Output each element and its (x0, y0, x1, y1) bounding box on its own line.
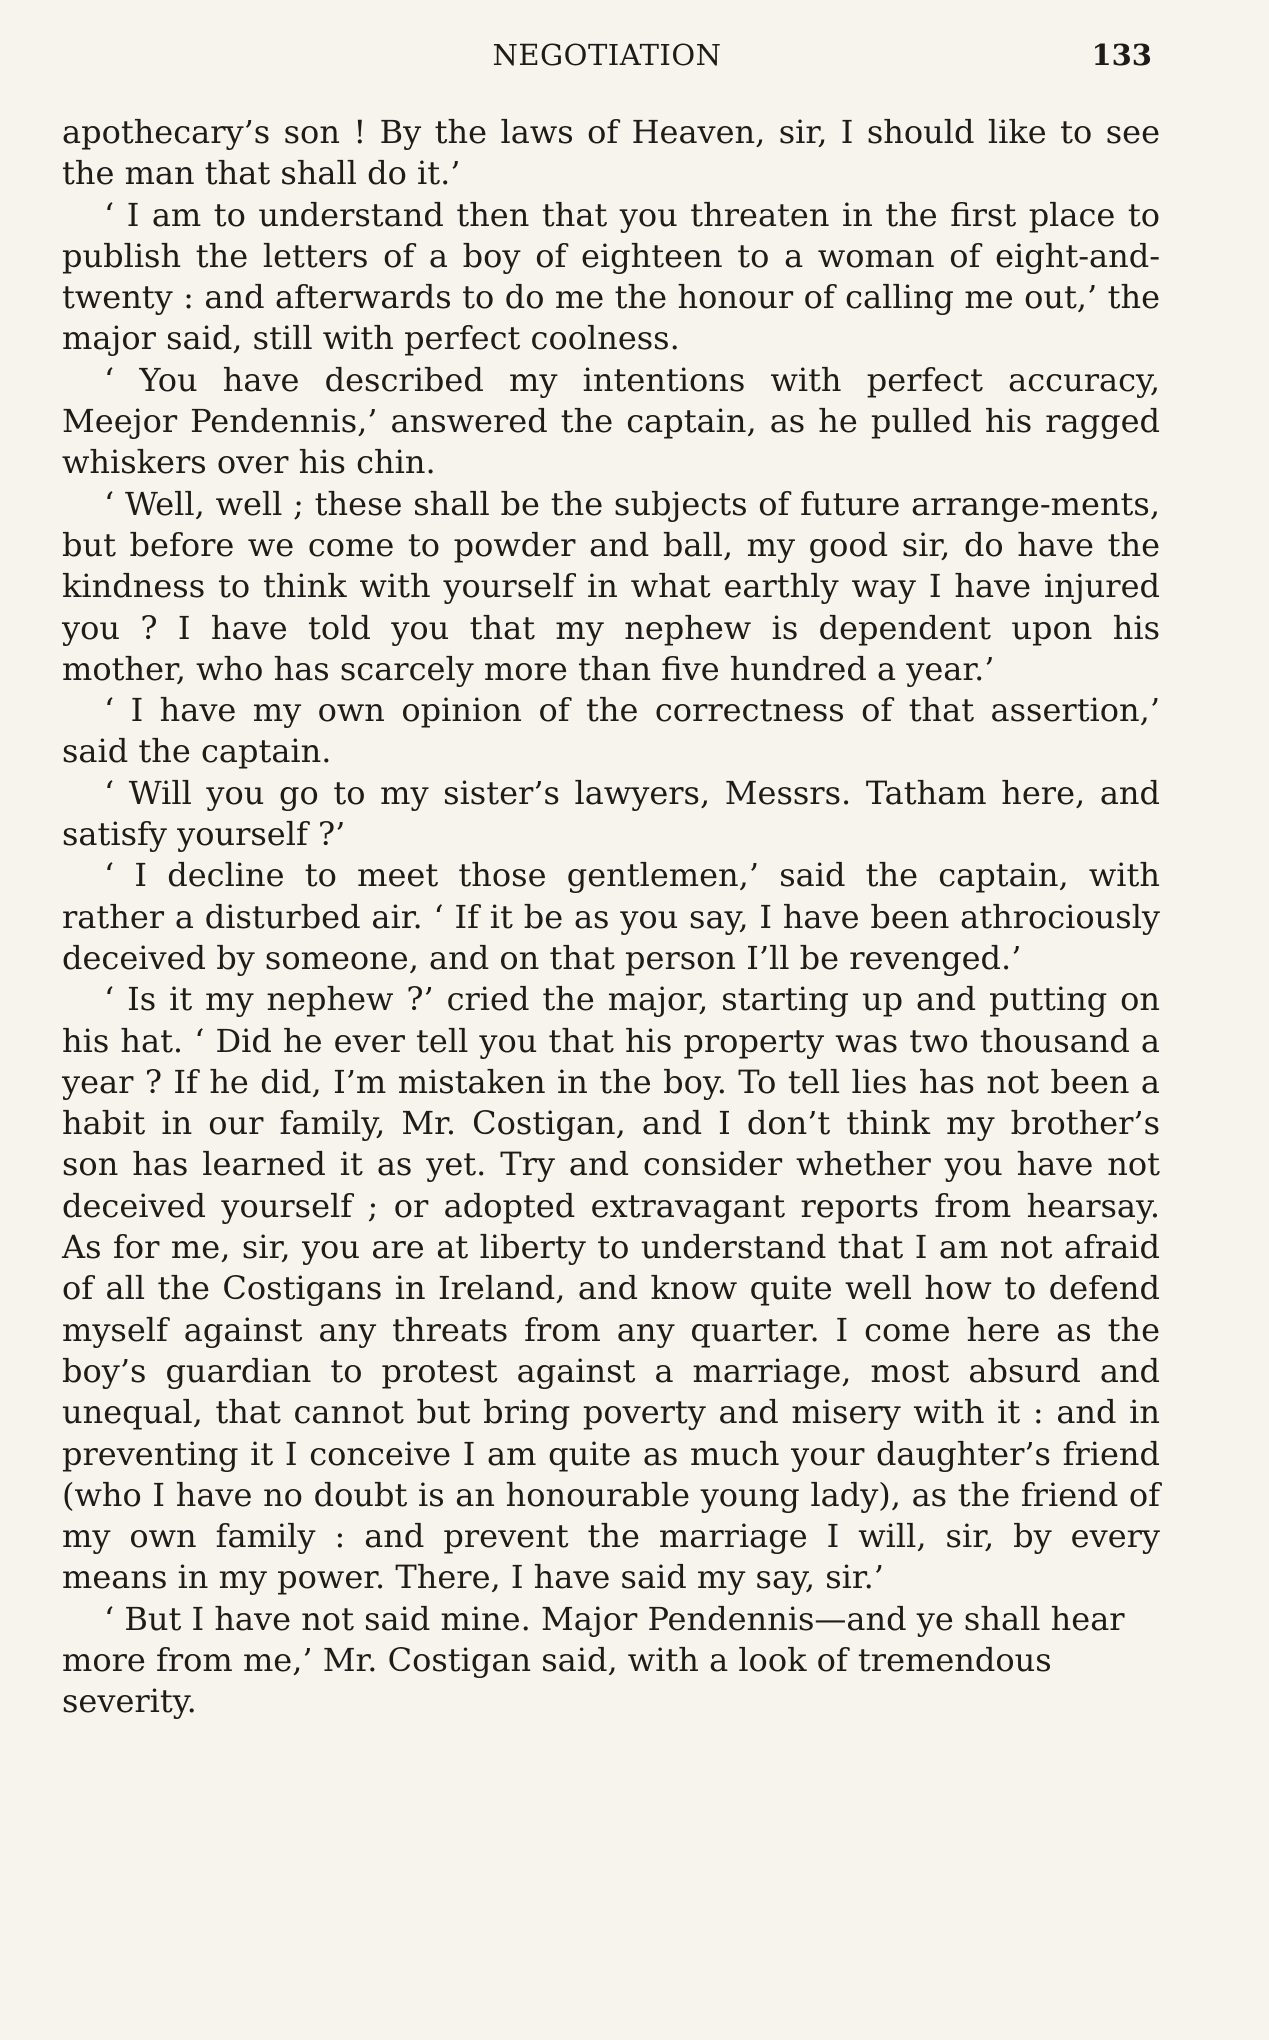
paragraph: apothecary’s son ! By the laws of Heaven, sir, I should like to see the man that shall do it.’ (62, 113, 1160, 193)
paragraph: ‘ Well, well ; these shall be the subjects of future arrange-ments, but before we come to powder and ball, my good sir, do have the kindness to think with yourself in what earthly way I have injured you ? I have told you that my nephew is dependent upon his mother, who has scarcely more than five hundred a year.’ (62, 484, 1160, 688)
body-text (62, 112, 1160, 1723)
paragraph: ‘ But I have not said mine. Major Pendennis—and ye shall hear more from me,’ Mr. Costigan said, with a look of tremendous severity. (62, 1599, 1125, 1721)
running-head (62, 38, 1152, 84)
page-number: 133 (1091, 38, 1152, 72)
paragraph: ‘ Will you go to my sister’s lawyers, Messrs. Tatham here, and satisfy yourself ?’ (62, 773, 1160, 854)
paragraph: ‘ You have described my intentions with perfect accuracy, Meejor Pendennis,’ answered the captain, as he pulled his ragged whiskers over his chin. (62, 360, 1160, 482)
paragraph: ‘ I decline to meet those gentlemen,’ said the captain, with rather a disturbed air. ‘ If it be as you say, I have been athrociously deceived by someone, and on that person I’ll be revenged.’ (62, 856, 1160, 977)
paragraph: ‘ I am to understand then that you threaten in the first place to publish the letters of a boy of eighteen to a woman of eight-and-twenty : and afterwards to do me the honour of calling me out,’ the major said, still with perfect coolness. (62, 195, 1160, 358)
paragraph: ‘ Is it my nephew ?’ cried the major, starting up and putting on his hat. ‘ Did he ever tell you that his property was two thousand a year ? If he did, I’m mistaken in the boy. To tell lies has not been a habit in our family, Mr. Costigan, and I don’t think my brother’s son has learned it as yet. Try and consider whether you have not deceived yourself ; or adopted extravagant reports from hearsay. As for me, sir, you are at liberty to understand that I am not afraid of all the Costigans in Ireland, and know quite well how to defend myself against any threats from any quarter. I come here as the boy’s guardian to protest against a marriage, most absurd and unequal, that cannot but bring poverty and misery with it : and in preventing it I conceive I am quite as much your daughter’s friend (who I have no doubt is an honourable young lady), as the friend of my own family : and prevent the marriage I will, sir, by every means in my power. There, I have said my say, sir.’ (62, 980, 1160, 1597)
running-title: NEGOTIATION (492, 38, 722, 72)
paragraph: ‘ I have my own opinion of the correctness of that assertion,’ said the captain. (62, 691, 1160, 771)
